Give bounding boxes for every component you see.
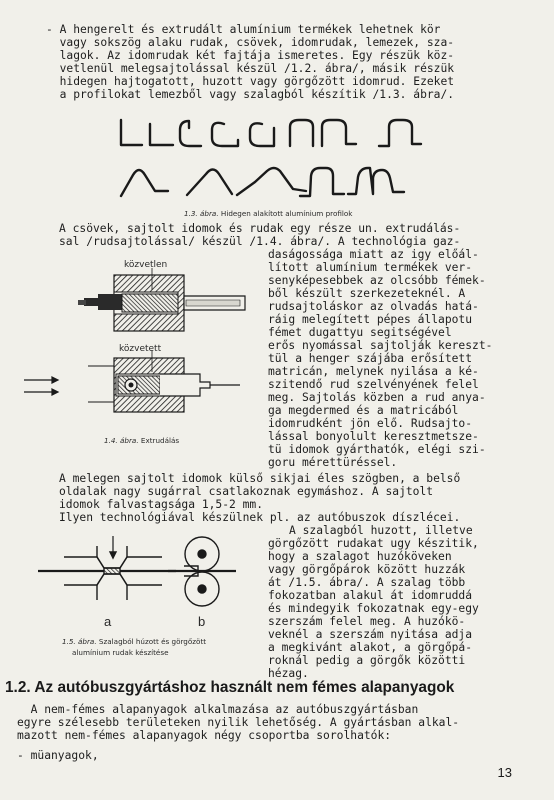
roller-diagram-b: [168, 537, 236, 606]
text-line: A csövek, sajtolt idomok és rudak egy része un. extrudálás-: [59, 222, 461, 235]
figure-1-5-caption-line2: alumínium rudak készítése: [72, 648, 169, 657]
figure-1-5-caption-line1: [62, 637, 206, 646]
text-line: egyre szélesebb területeken nyilik lehetőség. A gyártásban alkal-: [17, 716, 460, 729]
text-line: idomok falvastagsága 1,5-2 mm.: [59, 498, 264, 511]
text-line: vagy sokszög alaku rudak, csövek, idomrudak, lemezek, sza-: [46, 36, 455, 49]
text-line: roknál pedig a görgők közötti: [268, 654, 466, 667]
text-line: veknél a szerszám nyitása adja: [268, 628, 473, 641]
text-line: rudsajtoláskor az olvadás hatá-: [268, 300, 479, 313]
text-line: sal /rudsajtolással/ készül /1.4. ábra/. A technológia gaz-: [59, 235, 461, 248]
label-a: a: [104, 614, 112, 629]
text-line: a profilokat lemezből vagy szalagból készítik /1.3. ábra/.: [46, 88, 455, 101]
caption-text: Extrudálás: [140, 436, 180, 445]
caption-number: 1.4. ábra.: [104, 436, 139, 445]
text-line: lagok. Az idomrudak két fajtája ismeretes. Egy részük köz-: [46, 49, 455, 62]
text-line: görgőzött rudakat ugy készitik,: [268, 537, 479, 550]
text-line: ráig melegített pépes állapotu: [268, 313, 473, 326]
text-line: - A hengerelt és extrudált alumínium termékek lehetnek kör: [46, 23, 441, 36]
caption-number: 1.5. ábra.: [62, 637, 97, 646]
text-line: A melegen sajtolt idomok külső sikjai éles szögben, a belső: [59, 472, 461, 485]
text-line: vagy görgőpárok között huzzák: [268, 563, 466, 576]
text-line: hidegen hajtogatott, huzott vagy görgőzött idomrud. Ezeket: [46, 75, 455, 88]
text-line: hogy a szalagot huzóköveken: [268, 550, 452, 563]
text-line: goru mérettüréssel.: [268, 456, 398, 469]
text-line: ga megdermed és a matricából: [268, 404, 459, 417]
label-b: b: [198, 614, 206, 629]
text-line: tü idomok gyárthatók, elégi szi-: [268, 443, 486, 456]
text-line: A nem-fémes alapanyagok alkalmazása az autóbuszgyártásban: [17, 703, 419, 716]
text-line: idomrudként jön elő. Rudsajto-: [268, 417, 473, 430]
text-line: daságossága miatt az igy előál-: [268, 248, 479, 261]
text-line: mazott nem-fémes alapanyagok négy csoportba sorolhatók:: [17, 729, 392, 742]
text-line: oldalak nagy sugárral csatlakoznak egymáshoz. A sajtolt: [59, 485, 434, 498]
text-line: fémet dugattyu segitségével: [268, 326, 452, 339]
label-direct: közvetlen: [124, 260, 168, 270]
caption-text: Szalagból húzott és görgőzött: [98, 637, 207, 646]
bullet-item: - müanyagok,: [17, 749, 99, 762]
text-line: matricán, melynek nyilása a ké-: [268, 365, 479, 378]
label-indirect: közvetett: [119, 344, 162, 354]
text-line: a megkivánt alakot, a görgőpá-: [268, 641, 473, 654]
text-line: vetlenül melegsajtolással készül /1.2. ábra/, másik részük: [46, 62, 455, 75]
text-line: senyképesebbek az olcsóbb fémek-: [268, 274, 486, 287]
text-line: Ilyen technológiával készülnek pl. az autóbuszok díszlécei.: [59, 511, 461, 524]
text-line: szerszám felel meg. A huzókö-: [268, 615, 466, 628]
text-line: lással bonyolult keresztmetsze-: [268, 430, 479, 443]
caption-text: Hidegen alakított alumínium profilok: [220, 209, 353, 218]
page-number: 13: [497, 765, 512, 780]
text-line: szitendő rud szelvényének felel: [268, 378, 479, 391]
text-line: ből készült szerkezeteknél. A: [268, 287, 466, 300]
die-diagram-a: [38, 536, 176, 600]
caption-number: 1.3. ábra.: [184, 209, 219, 218]
text-line: lított alumínium termékek ver-: [268, 261, 473, 274]
text-line: tül a henger szájába erősített: [268, 352, 473, 365]
text-line: hézag.: [268, 667, 309, 680]
section-heading: 1.2. Az autóbuszgyártáshoz használt nem fémes alapanyagok: [5, 679, 455, 696]
text-line: meg. Sajtolás közben a rud anya-: [268, 391, 486, 404]
text-line: fokozatban alakul át idomruddá: [268, 589, 473, 602]
text-line: és mindegyik fokozatnak egy-egy: [268, 602, 479, 615]
text-line: erős nyomással sajtolják kereszt-: [268, 339, 493, 352]
text-line: át /1.5. ábra/. A szalag több: [268, 576, 466, 589]
text-line: A szalagból huzott, illetve: [289, 524, 473, 537]
